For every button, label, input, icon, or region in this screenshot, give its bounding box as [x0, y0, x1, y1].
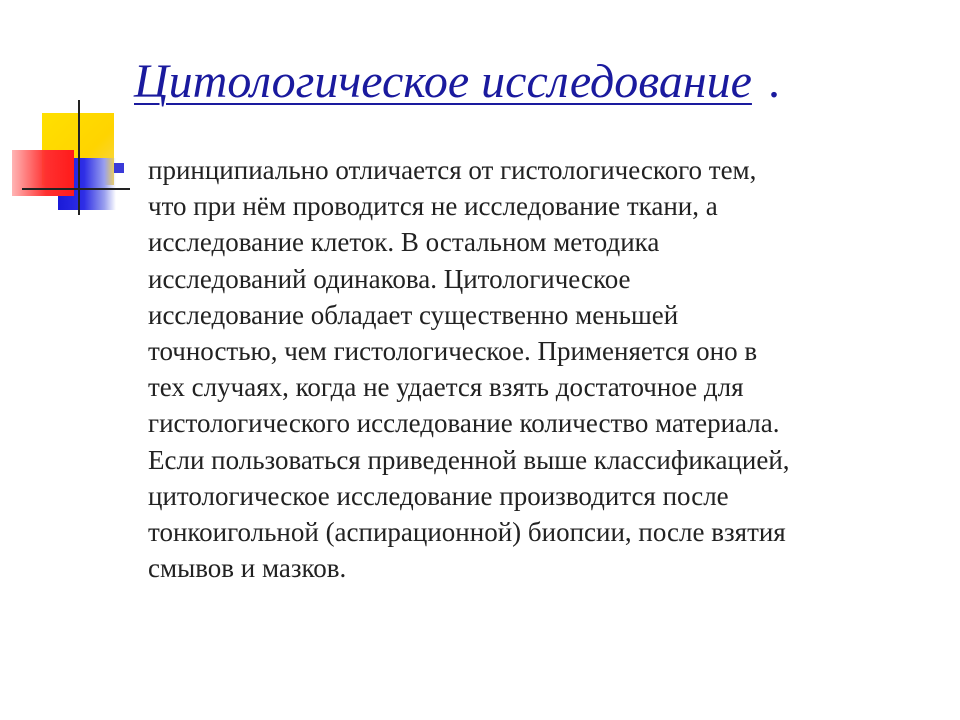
body-line: точностью, чем гистологическое. Применяется оно в	[148, 336, 758, 367]
decorative-squares	[0, 0, 130, 220]
body-line: цитологическое исследование производится после	[148, 480, 729, 511]
vertical-line	[78, 100, 80, 215]
body-paragraph	[148, 152, 928, 586]
title-period: .	[767, 55, 780, 108]
body-line: исследование обладает существенно меньшей	[148, 299, 679, 330]
body-line: исследований одинакова. Цитологическое	[148, 263, 631, 294]
body-line: гистологического исследование количество материала.	[148, 408, 780, 439]
body-line: тонкоигольной (аспирационной) биопсии, после взятия	[148, 517, 786, 548]
body-line: Если пользоваться приведенной выше классификацией,	[148, 444, 790, 475]
body-line: что при нём проводится не исследование ткани, а	[148, 191, 718, 222]
body-line: принципиально отличается от гистологического тем,	[148, 155, 757, 185]
body-line: исследование клеток. В остальном методика	[148, 227, 660, 258]
body-line: смывов и мазков.	[148, 553, 347, 584]
square-bullet-icon	[114, 163, 124, 173]
body-line: тех случаях, когда не удается взять достаточное для	[148, 372, 744, 403]
slide-title	[134, 42, 934, 122]
horizontal-line	[22, 188, 130, 190]
title-text[interactable]: Цитологическое исследование	[134, 55, 752, 108]
